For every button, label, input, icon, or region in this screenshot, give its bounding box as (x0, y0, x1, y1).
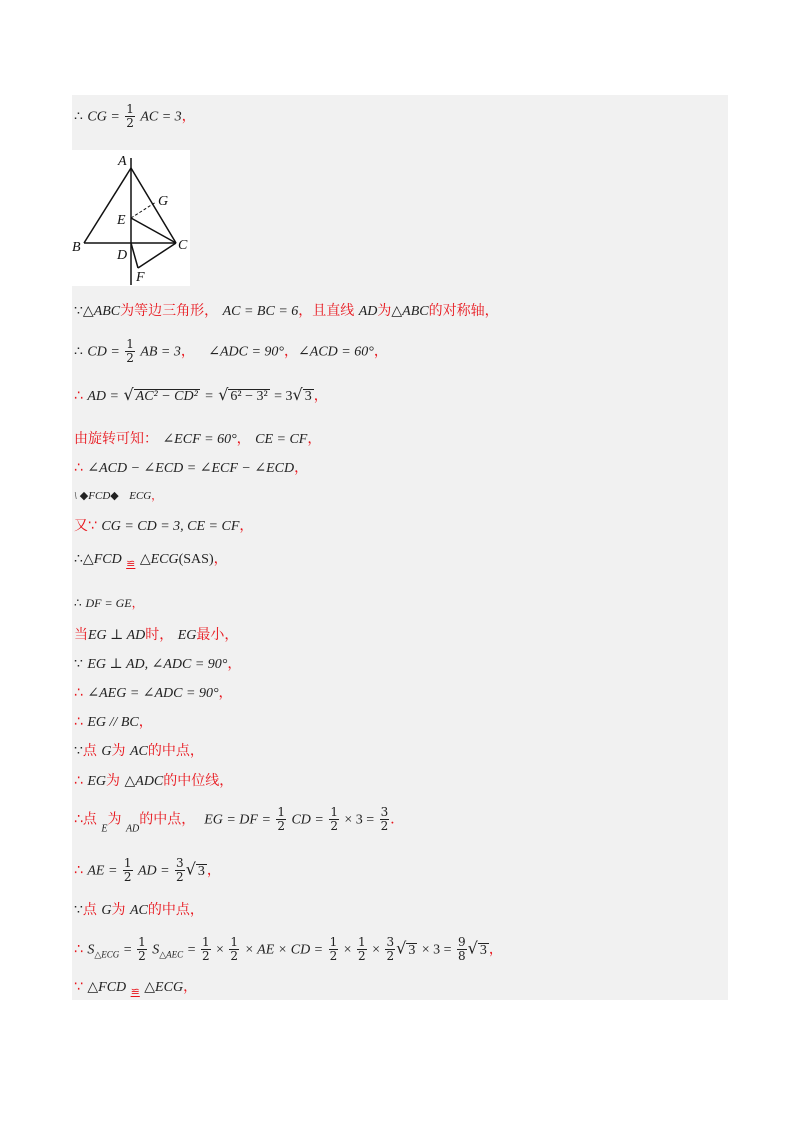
line-aeg: ∴ ∠AEG = ∠ADC = 90°， (74, 685, 233, 701)
line-angle-diff: ∴ ∠ACD − ∠ECD = ∠ECF − ∠ECD， (74, 460, 309, 476)
line-e-midpoint: ∴点 $_E$为 $_{AD}$的中点， EG = DF = $\frac{1}{2}$ CD = $\frac{1}{2}$ × 3 = $\frac{3}{2}$ ． (74, 805, 405, 835)
line-cg: ∴ CG = $\frac{1}{2}$ AC = 3， (74, 102, 196, 130)
line-g-midpoint: ∵点 G为 AC的中点， (74, 743, 204, 759)
line-ad: ∴ AD = √ AC² − CD² = √ 6² − 3² = 3√ 3 ， (74, 385, 328, 404)
fraction: $\frac{1}{2}$ (126, 102, 134, 130)
label-e: E (117, 213, 126, 228)
line-parallel: ∴ EG // BC， (74, 714, 153, 730)
line-cd: ∴ CD = $\frac{1}{2}$ AB = 3， ∠ADC = 90°，∠ACD = 60°， (74, 337, 388, 365)
triangle-diagram (72, 150, 190, 286)
line-equilateral: ∵△ABC为等边三角形， AC = BC = 6，且直线 AD为△ABC的对称轴， (74, 303, 499, 319)
line-garbled: \ ◆FCD◆ ECG， (74, 489, 163, 502)
line-equal-sides: 又∵ CG = CD = 3, CE = CF， (74, 518, 254, 534)
label-a: A (118, 154, 127, 169)
label-c: C (178, 238, 188, 253)
line-g-midpoint-2: ∵点 G为 AC的中点， (74, 902, 204, 918)
label-d: D (117, 248, 128, 263)
line-perp: ∵ EG ⊥ AD, ∠ADC = 90°， (74, 656, 242, 672)
line-eg-min: 当EG ⊥ AD时， EG最小， (74, 627, 239, 643)
line-rotation: 由旋转可知： ∠ECF = 60°， CE = CF， (74, 431, 322, 447)
line-congruent-sas: ∴△FCD $_≌$ △ECG(SAS)， (74, 551, 228, 570)
line-df-ge: ∴ DF = GE， (74, 596, 144, 610)
label-g: G (158, 194, 169, 209)
geometry-figure (72, 150, 190, 286)
label-f: F (136, 270, 145, 285)
line-area: ∴ $S_{\triangle ECG}$ = $\frac{1}{2}$ $S_{\triangle AEC}$ = $\frac{1}{2}$ × $\frac{1}{2}$ × AE × CD = $\frac{1}{2}$ × $\frac{1}{2}$ × $\frac{3}{2}$ √ 3 × 3 = $\frac{9}{8}$ √ 3 ， (74, 935, 503, 963)
line-midline: ∴ EG为 △ADC的中位线， (74, 773, 234, 789)
label-b: B (72, 240, 81, 255)
line-ae: ∴ AE = $\frac{1}{2}$ AD = $\frac{3}{2}$ √ 3 ， (74, 856, 221, 884)
line-congruent: ∵ △FCD $_≌$ △ECG， (74, 979, 198, 998)
